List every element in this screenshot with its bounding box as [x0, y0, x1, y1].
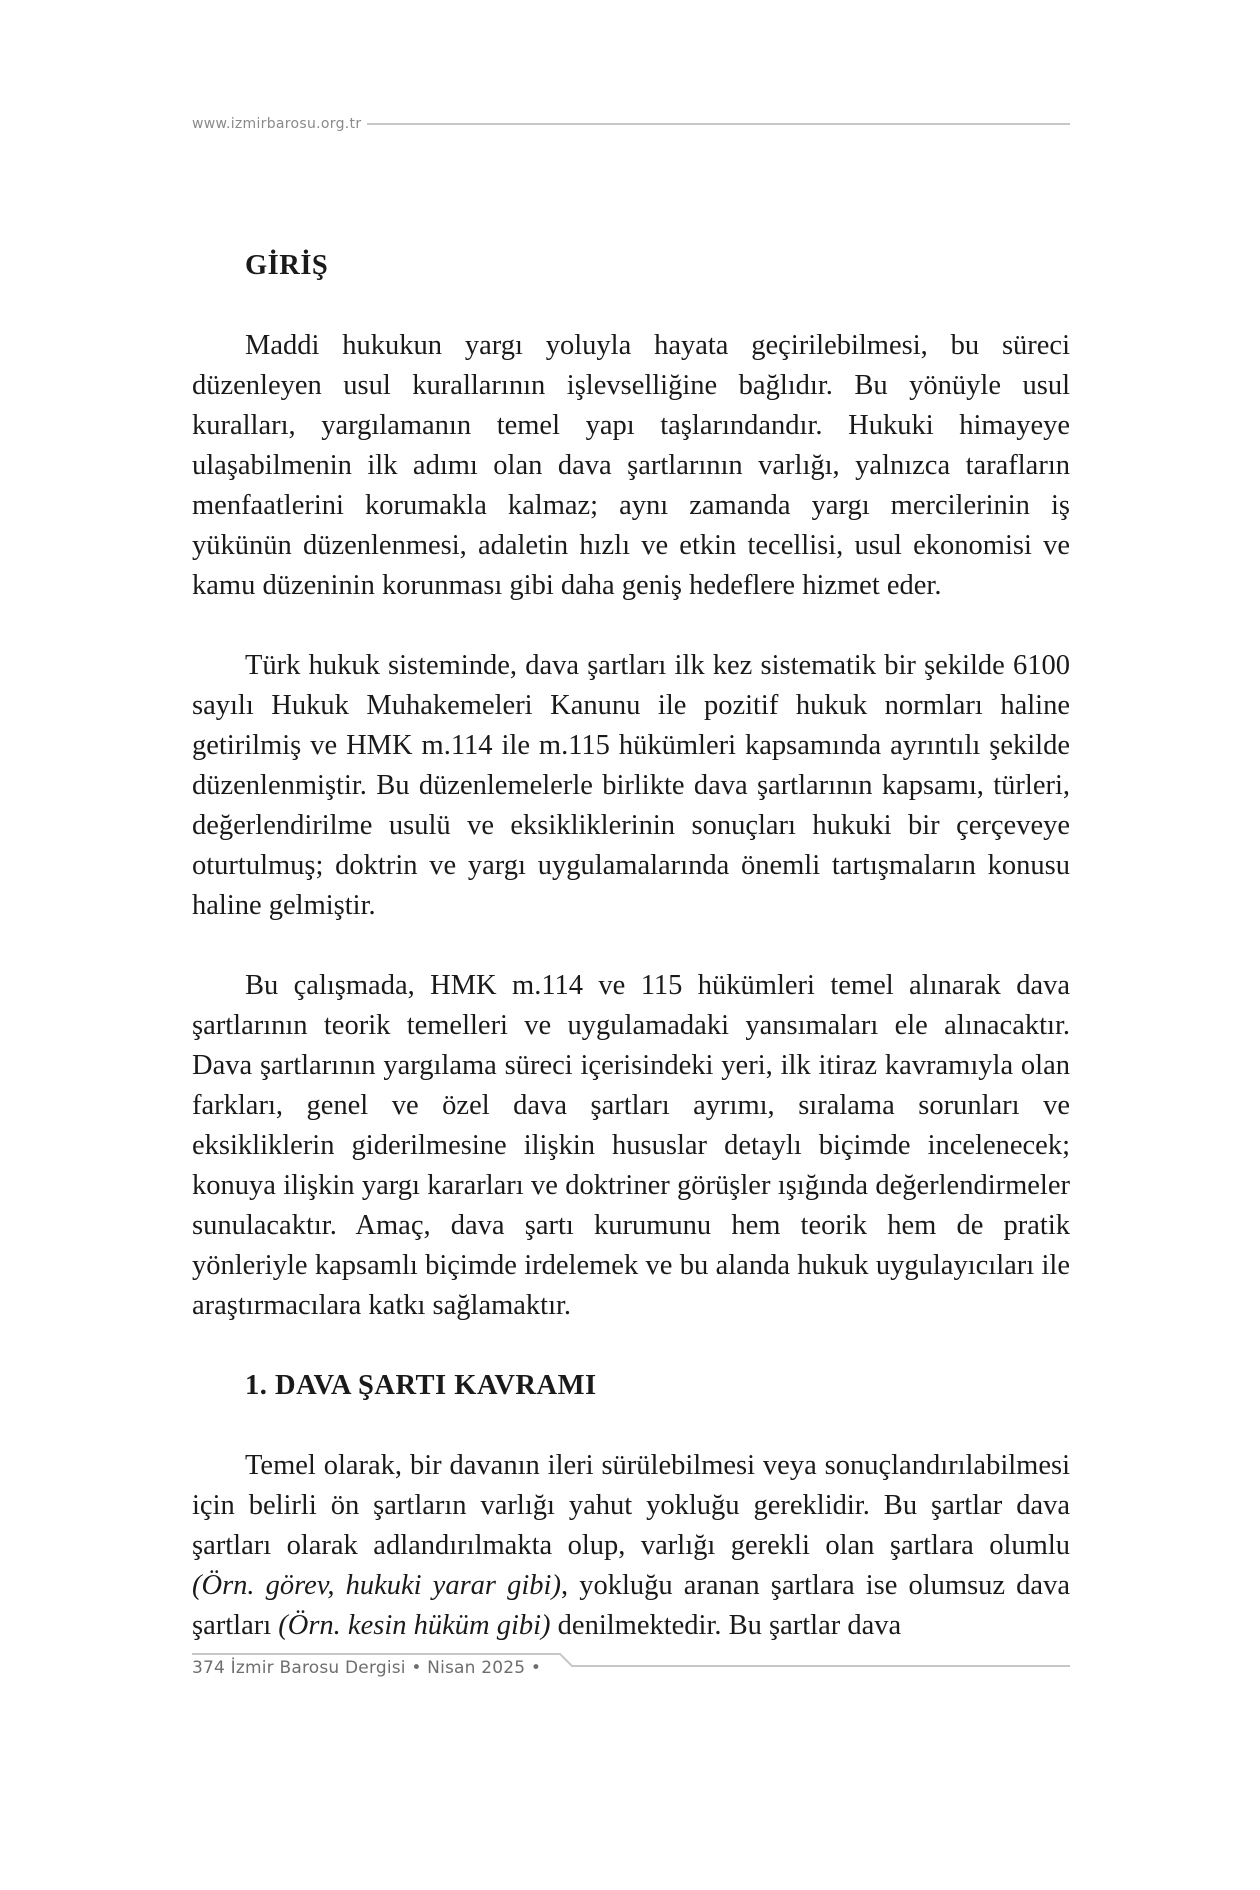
paragraph-4-text-c: denilmektedir. Bu şartlar dava: [550, 1610, 902, 1641]
page-header: [192, 112, 1070, 136]
spacer: [192, 286, 1070, 326]
page-footer: [192, 1652, 1070, 1688]
spacer: [192, 1406, 1070, 1446]
paragraph-4-example-1: (Örn. görev, hukuki yarar gibi): [192, 1570, 561, 1601]
paragraph-4-example-2: (Örn. kesin hüküm gibi): [278, 1610, 551, 1641]
paragraph-1: Maddi hukukun yargı yoluyla hayata geçirilebilmesi, bu süreci düzenleyen usul kurallarının işlevselliğine bağlıdır. Bu yönüyle usul kuralları, yargılamanın temel yapı taşlarındandır. Hukuki himayeye ulaşabilmenin ilk adımı olan dava şartlarının varlığı, yalnızca tarafların menfaatlerini korumakla kalmaz; aynı zamanda yargı mercilerinin iş yükünün düzenlenmesi, adaletin hızlı ve etkin tecellisi, usul ekonomisi ve kamu düzeninin korunması gibi daha geniş hedeflere hizmet eder.: [192, 330, 1070, 601]
spacer: [192, 606, 1070, 646]
heading-section-1: 1. DAVA ŞARTI KAVRAMI: [245, 1370, 597, 1401]
header-rule: [367, 123, 1070, 125]
article-body: [192, 246, 1070, 1646]
spacer: [192, 926, 1070, 966]
paragraph-3: Bu çalışmada, HMK m.114 ve 115 hükümleri temel alınarak dava şartlarının teorik temelleri ve uygulamadaki yansımaları ele alınacaktır. Dava şartlarının yargılama süreci içerisindeki yeri, ilk itiraz kavramıyla olan farkları, genel ve özel dava şartları ayrımı, sıralama sorunları ve eksikliklerin giderilmesine ilişkin hususlar detaylı biçimde incelenecek; konuya ilişkin yargı kararları ve doktriner görüşler ışığında değerlendirmeler sunulacaktır. Amaç, dava şartı kurumunu hem teorik hem de pratik yönleriyle kapsamlı biçimde irdelemek ve bu alanda hukuk uygulayıcıları ile araştırmacılara katkı sağlamaktır.: [192, 970, 1070, 1321]
paragraph-4: [192, 1446, 1070, 1646]
paragraph-4-text-b: , yokluğu aranan şartlara ise olumsuz dava şartları: [192, 1570, 1070, 1641]
footer-text: 374 İzmir Barosu Dergisi • Nisan 2025 •: [192, 1658, 542, 1678]
spacer: [192, 1326, 1070, 1366]
header-url: www.izmirbarosu.org.tr: [192, 116, 362, 132]
heading-intro: GİRİŞ: [245, 250, 329, 281]
paragraph-4-text-a: Temel olarak, bir davanın ileri sürülebilmesi veya sonuçlandırılabilmesi için belirli ön şartların varlığı yahut yokluğu gereklidir. Bu şartlar dava şartları olarak adlandırılmakta olup, varlığı gerekli olan şartlara olumlu: [192, 1450, 1070, 1561]
paragraph-2: Türk hukuk sisteminde, dava şartları ilk kez sistematik bir şekilde 6100 sayılı Hukuk Muhakemeleri Kanunu ile pozitif hukuk normları haline getirilmiş ve HMK m.114 ile m.115 hükümleri kapsamında ayrıntılı şekilde düzenlenmiştir. Bu düzenlemelerle birlikte dava şartlarının kapsamı, türleri, değerlendirilme usulü ve eksikliklerinin sonuçları hukuki bir çerçeveye oturtulmuş; doktrin ve yargı uygulamalarında önemli tartışmaların konusu haline gelmiştir.: [192, 650, 1070, 921]
